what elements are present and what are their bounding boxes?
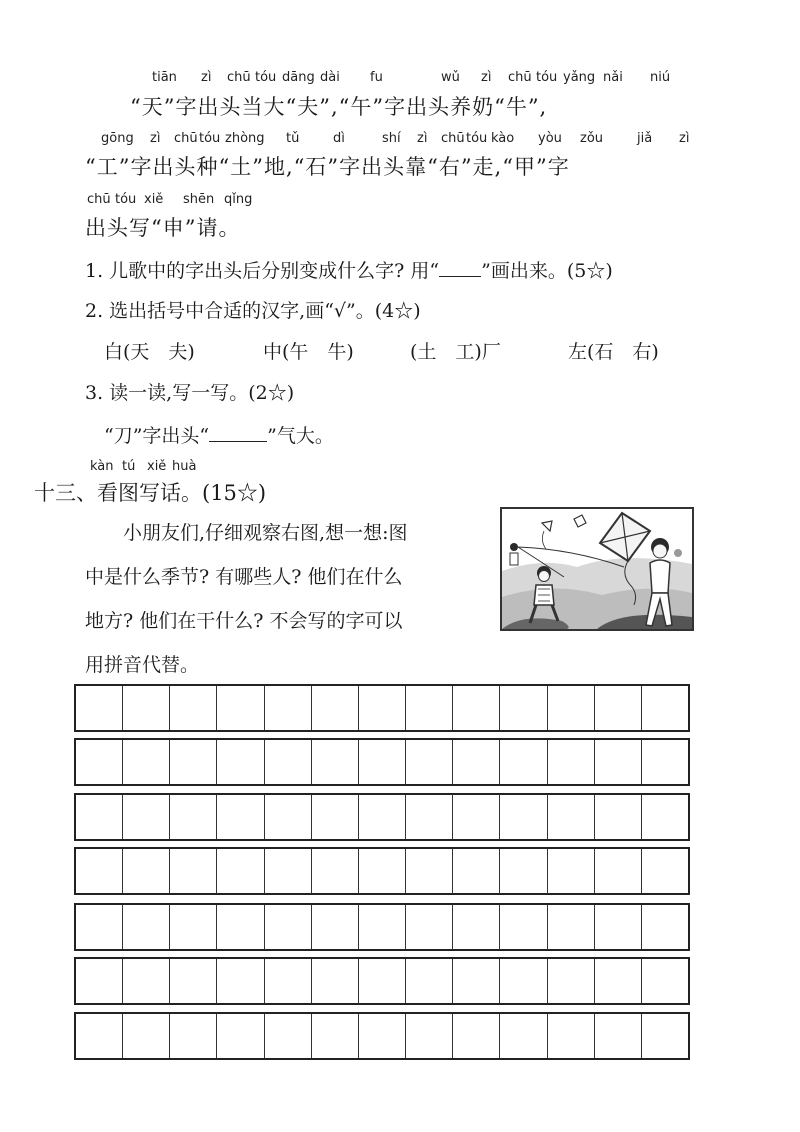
writing-cell[interactable] xyxy=(170,905,217,949)
writing-cell[interactable] xyxy=(76,795,123,839)
pinyin: jiǎ xyxy=(637,131,653,146)
pinyin: tóu xyxy=(536,70,558,85)
writing-grid-row xyxy=(74,793,690,841)
writing-cell[interactable] xyxy=(359,686,406,730)
kite-flying-illustration xyxy=(500,507,694,631)
writing-cell[interactable] xyxy=(595,849,642,893)
writing-cell[interactable] xyxy=(123,740,170,784)
writing-cell[interactable] xyxy=(170,849,217,893)
writing-cell[interactable] xyxy=(76,849,123,893)
writing-cell[interactable] xyxy=(406,849,453,893)
writing-cell[interactable] xyxy=(312,795,359,839)
pinyin: tóu xyxy=(466,131,488,146)
pinyin: kàn xyxy=(90,459,114,474)
writing-cell[interactable] xyxy=(406,686,453,730)
writing-cell[interactable] xyxy=(217,959,264,1003)
writing-cell[interactable] xyxy=(217,1014,264,1058)
writing-cell[interactable] xyxy=(76,959,123,1003)
writing-cell[interactable] xyxy=(312,686,359,730)
pinyin: tiān xyxy=(152,70,177,85)
pinyin: xiě xyxy=(147,459,167,474)
pinyin: zì xyxy=(201,70,212,85)
question-2-options xyxy=(0,337,800,363)
writing-cell[interactable] xyxy=(642,1014,688,1058)
writing-cell[interactable] xyxy=(312,959,359,1003)
instruction-line-1: 小朋友们,仔细观察右图,想一想:图 xyxy=(123,522,408,544)
writing-cell[interactable] xyxy=(595,686,642,730)
writing-cell[interactable] xyxy=(123,849,170,893)
writing-cell[interactable] xyxy=(548,959,595,1003)
pinyin: zì xyxy=(417,131,428,146)
instruction-line-3: 地方? 他们在干什么? 不会写的字可以 xyxy=(85,610,403,632)
pinyin: shēn xyxy=(183,192,215,207)
writing-cell[interactable] xyxy=(642,905,688,949)
pinyin: qǐng xyxy=(224,192,253,207)
writing-cell[interactable] xyxy=(359,905,406,949)
pinyin: tú xyxy=(122,459,136,474)
rhyme-line-3: 出头写“申”请。 xyxy=(85,216,241,240)
pinyin: zì xyxy=(150,131,161,146)
writing-cell[interactable] xyxy=(123,959,170,1003)
writing-cell[interactable] xyxy=(453,905,500,949)
question-1-prefix: 1. 儿歌中的字出头后分别变成什么字? 用“ xyxy=(85,260,440,282)
pinyin: wǔ xyxy=(441,70,460,85)
writing-cell[interactable] xyxy=(170,959,217,1003)
writing-cell[interactable] xyxy=(265,740,312,784)
question-1-suffix: ”画出来。(5☆) xyxy=(481,260,613,282)
writing-cell[interactable] xyxy=(500,740,547,784)
writing-cell[interactable] xyxy=(217,905,264,949)
pinyin: zhòng xyxy=(225,131,265,146)
pinyin: gōng xyxy=(101,131,134,146)
writing-grid-row xyxy=(74,1012,690,1060)
writing-cell[interactable] xyxy=(265,795,312,839)
writing-cell[interactable] xyxy=(406,1014,453,1058)
writing-cell[interactable] xyxy=(265,905,312,949)
writing-cell[interactable] xyxy=(170,1014,217,1058)
question-3-fill xyxy=(104,421,334,448)
answer-blank[interactable] xyxy=(209,423,267,442)
option-group[interactable]: (土 工)厂 xyxy=(410,341,501,363)
writing-cell[interactable] xyxy=(170,686,217,730)
pinyin: nǎi xyxy=(603,70,623,85)
pinyin-line-2 xyxy=(0,131,800,149)
pinyin: chū xyxy=(441,131,465,146)
writing-cell[interactable] xyxy=(123,686,170,730)
instruction-line-4: 用拼音代替。 xyxy=(85,654,200,676)
writing-cell[interactable] xyxy=(265,849,312,893)
writing-cell[interactable] xyxy=(123,1014,170,1058)
pinyin: huà xyxy=(172,459,197,474)
writing-cell[interactable] xyxy=(500,686,547,730)
writing-cell[interactable] xyxy=(76,1014,123,1058)
writing-cell[interactable] xyxy=(453,1014,500,1058)
option-group[interactable]: 中(午 牛) xyxy=(263,341,354,363)
pinyin: xiě xyxy=(144,192,164,207)
writing-cell[interactable] xyxy=(406,959,453,1003)
writing-cell[interactable] xyxy=(217,740,264,784)
writing-cell[interactable] xyxy=(595,795,642,839)
writing-cell[interactable] xyxy=(359,959,406,1003)
writing-cell[interactable] xyxy=(170,740,217,784)
writing-cell[interactable] xyxy=(595,1014,642,1058)
writing-cell[interactable] xyxy=(217,686,264,730)
writing-cell[interactable] xyxy=(76,740,123,784)
question-2: 2. 选出括号中合适的汉字,画“√”。(4☆) xyxy=(85,300,421,322)
pinyin: niú xyxy=(650,70,671,85)
pinyin: dì xyxy=(333,131,345,146)
pinyin: chū xyxy=(87,192,111,207)
writing-cell[interactable] xyxy=(548,740,595,784)
writing-cell[interactable] xyxy=(406,740,453,784)
writing-cell[interactable] xyxy=(595,905,642,949)
writing-cell[interactable] xyxy=(265,686,312,730)
writing-cell[interactable] xyxy=(642,686,688,730)
writing-cell[interactable] xyxy=(359,795,406,839)
writing-grid-row xyxy=(74,847,690,895)
writing-cell[interactable] xyxy=(312,1014,359,1058)
section-13-pinyin xyxy=(0,459,800,477)
rhyme-line-1: “天”字出头当大“夫”,“午”字出头养奶“牛”, xyxy=(130,95,548,119)
section-13-title: 十三、看图写话。(15☆) xyxy=(34,481,267,505)
pinyin: kào xyxy=(491,131,515,146)
writing-cell[interactable] xyxy=(359,849,406,893)
pinyin: zǒu xyxy=(580,131,604,146)
question-1 xyxy=(85,256,613,283)
pinyin: chū xyxy=(227,70,251,85)
answer-blank[interactable] xyxy=(439,258,481,277)
pinyin-line-3 xyxy=(0,192,800,210)
question-3-suffix: ”气大。 xyxy=(267,425,334,447)
pinyin: yǎng xyxy=(563,70,596,85)
pinyin-line-1 xyxy=(0,70,800,88)
writing-cell[interactable] xyxy=(76,905,123,949)
writing-cell[interactable] xyxy=(453,740,500,784)
writing-cell[interactable] xyxy=(453,959,500,1003)
writing-cell[interactable] xyxy=(312,849,359,893)
writing-cell[interactable] xyxy=(548,849,595,893)
pinyin: fu xyxy=(370,70,383,85)
pinyin: zì xyxy=(679,131,690,146)
writing-cell[interactable] xyxy=(453,849,500,893)
writing-cell[interactable] xyxy=(500,1014,547,1058)
writing-cell[interactable] xyxy=(595,740,642,784)
pinyin: zì xyxy=(481,70,492,85)
writing-grid-row xyxy=(74,957,690,1005)
writing-cell[interactable] xyxy=(548,795,595,839)
pinyin: shí xyxy=(382,131,401,146)
instruction-line-2: 中是什么季节? 有哪些人? 他们在什么 xyxy=(85,566,403,588)
writing-cell[interactable] xyxy=(642,849,688,893)
pinyin: dāng xyxy=(282,70,315,85)
writing-cell[interactable] xyxy=(595,959,642,1003)
option-group[interactable]: 左(石 右) xyxy=(568,341,659,363)
kite-scene-drawing xyxy=(502,509,692,629)
writing-cell[interactable] xyxy=(642,795,688,839)
pinyin: tóu xyxy=(115,192,137,207)
pinyin: tǔ xyxy=(286,131,300,146)
question-3-prefix: “刀”字出头“ xyxy=(104,425,210,447)
pinyin: chū xyxy=(174,131,198,146)
writing-cell[interactable] xyxy=(123,795,170,839)
pinyin: yòu xyxy=(538,131,562,146)
writing-grid-row xyxy=(74,684,690,732)
writing-cell[interactable] xyxy=(548,905,595,949)
writing-cell[interactable] xyxy=(500,905,547,949)
writing-grid-row xyxy=(74,903,690,951)
writing-cell[interactable] xyxy=(123,905,170,949)
writing-cell[interactable] xyxy=(453,686,500,730)
writing-cell[interactable] xyxy=(406,905,453,949)
writing-cell[interactable] xyxy=(500,849,547,893)
writing-cell[interactable] xyxy=(76,686,123,730)
writing-cell[interactable] xyxy=(548,686,595,730)
writing-cell[interactable] xyxy=(265,959,312,1003)
writing-cell[interactable] xyxy=(265,1014,312,1058)
writing-cell[interactable] xyxy=(642,740,688,784)
writing-cell[interactable] xyxy=(500,959,547,1003)
pinyin: dài xyxy=(320,70,340,85)
writing-cell[interactable] xyxy=(312,740,359,784)
writing-cell[interactable] xyxy=(359,740,406,784)
writing-cell[interactable] xyxy=(312,905,359,949)
option-group[interactable]: 白(天 夫) xyxy=(104,341,195,363)
writing-cell[interactable] xyxy=(217,849,264,893)
pinyin: chū xyxy=(508,70,532,85)
pinyin: tóu xyxy=(255,70,277,85)
writing-cell[interactable] xyxy=(500,795,547,839)
writing-cell[interactable] xyxy=(217,795,264,839)
writing-cell[interactable] xyxy=(170,795,217,839)
pinyin: tóu xyxy=(199,131,221,146)
writing-grid-row xyxy=(74,738,690,786)
writing-cell[interactable] xyxy=(359,1014,406,1058)
writing-cell[interactable] xyxy=(642,959,688,1003)
writing-cell[interactable] xyxy=(453,795,500,839)
question-3: 3. 读一读,写一写。(2☆) xyxy=(85,382,295,404)
writing-cell[interactable] xyxy=(548,1014,595,1058)
writing-cell[interactable] xyxy=(406,795,453,839)
rhyme-line-2: “工”字出头种“土”地,“石”字出头靠“右”走,“甲”字 xyxy=(85,155,570,179)
